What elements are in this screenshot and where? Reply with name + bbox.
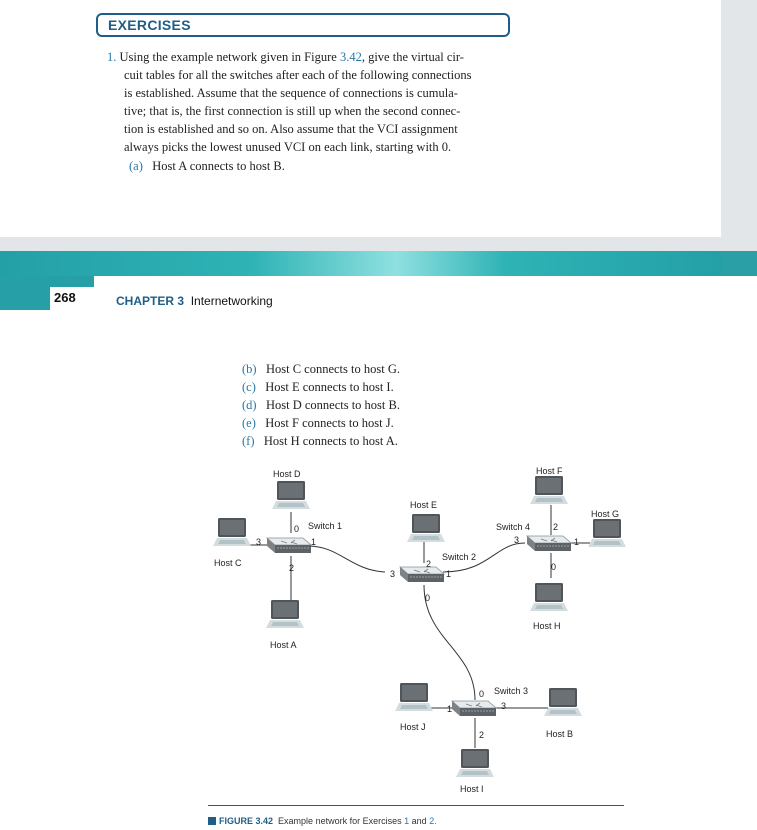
s3-port-0: 0 [479,689,485,699]
link-s2-s3 [424,585,475,700]
part-label: (b) [242,362,257,376]
part-label: (d) [242,398,257,412]
s2-port-1: 1 [446,569,452,579]
s1-port-1: 1 [311,537,317,547]
host-j-icon [395,683,433,711]
s2-port-0: 0 [425,593,431,603]
s3-port-1: 1 [447,704,453,714]
switch-2-icon [400,567,444,582]
host-d-label: Host D [273,469,301,479]
switch-4-icon [527,536,571,551]
host-e-label: Host E [410,500,438,510]
part-text: Host A connects to host B. [152,159,285,173]
host-h-icon [530,583,568,611]
s2-port-2: 2 [426,559,432,569]
switch-3-icon [452,701,496,716]
exercise-1-line-3: is established. Assume that the sequence of connections is cumula- [124,86,458,100]
host-a-icon [266,600,304,628]
link-s1-s2 [308,546,385,572]
part-text: Host H connects to host A. [263,434,398,448]
caption-text: Example network for Exercises [278,816,402,826]
caption-exercise-link-2[interactable]: 2. [429,816,437,826]
figure-link[interactable]: 3.42 [339,50,362,64]
s4-port-2: 2 [553,522,559,532]
host-g-icon [588,519,626,547]
switch-4-label: Switch 4 [496,522,531,532]
part-label: (c) [242,380,256,394]
caption-rule [208,805,624,806]
caption-text-and: and [411,816,427,826]
part-text: Host D connects to host B. [265,398,400,412]
part-text: Host E connects to host I. [265,380,394,394]
s4-port-0: 0 [551,562,557,572]
part-text: Host C connects to host G. [265,362,400,376]
caption-exercise-link-1[interactable]: 1 [404,816,410,826]
caption-label: FIGURE 3.42 [219,816,274,826]
exercise-text: , give the virtual cir- [361,50,464,64]
host-b-label: Host B [546,729,574,739]
exercise-1-line-2: cuit tables for all the switches after each of the following connections [124,68,472,82]
s1-port-2: 2 [289,563,295,573]
host-i-label: Host I [460,784,484,794]
exercise-1-line-4: tive; that is, the first connection is still up when the second connec- [124,104,461,118]
part-label: (a) [129,159,143,173]
page-number: 268 [54,290,76,305]
host-g-label: Host G [591,509,620,519]
exercise-1-line-6: always picks the lowest unused VCI on each link, starting with 0. [124,140,452,154]
exercise-1-line-5: tion is established and so on. Also assume that the VCI assignment [124,122,458,136]
s3-port-3: 3 [501,701,507,711]
host-j-label: Host J [400,722,426,732]
host-d-icon [272,481,310,509]
host-i-icon [456,749,494,777]
host-f-icon [530,476,568,504]
host-h-label: Host H [533,621,561,631]
figure-caption [208,816,437,826]
exercises-heading: EXERCISES [108,17,191,33]
host-e-icon [407,514,445,542]
s4-port-3: 3 [514,535,520,545]
s1-port-3: 3 [256,537,262,547]
host-c-icon [213,518,251,546]
part-label: (e) [242,416,256,430]
s4-port-1: 1 [574,537,580,547]
part-label: (f) [242,434,255,448]
host-f-label: Host F [536,466,563,476]
switch-3-label: Switch 3 [494,686,529,696]
s2-port-3: 3 [390,569,396,579]
chapter-title: Internetworking [190,294,273,308]
switch-1-icon [267,538,311,553]
host-b-icon [544,688,582,716]
switch-1-label: Switch 1 [308,521,343,531]
s1-port-0: 0 [294,524,300,534]
exercise-text: Using the example network given in Figure [119,50,337,64]
host-a-label: Host A [270,640,297,650]
chapter-label: CHAPTER 3 [116,294,185,308]
exercise-number: 1. [107,50,117,64]
part-text: Host F connects to host J. [265,416,394,430]
host-c-label: Host C [214,558,242,568]
caption-marker [208,817,216,825]
s3-port-2: 2 [479,730,485,740]
switch-2-label: Switch 2 [442,552,477,562]
